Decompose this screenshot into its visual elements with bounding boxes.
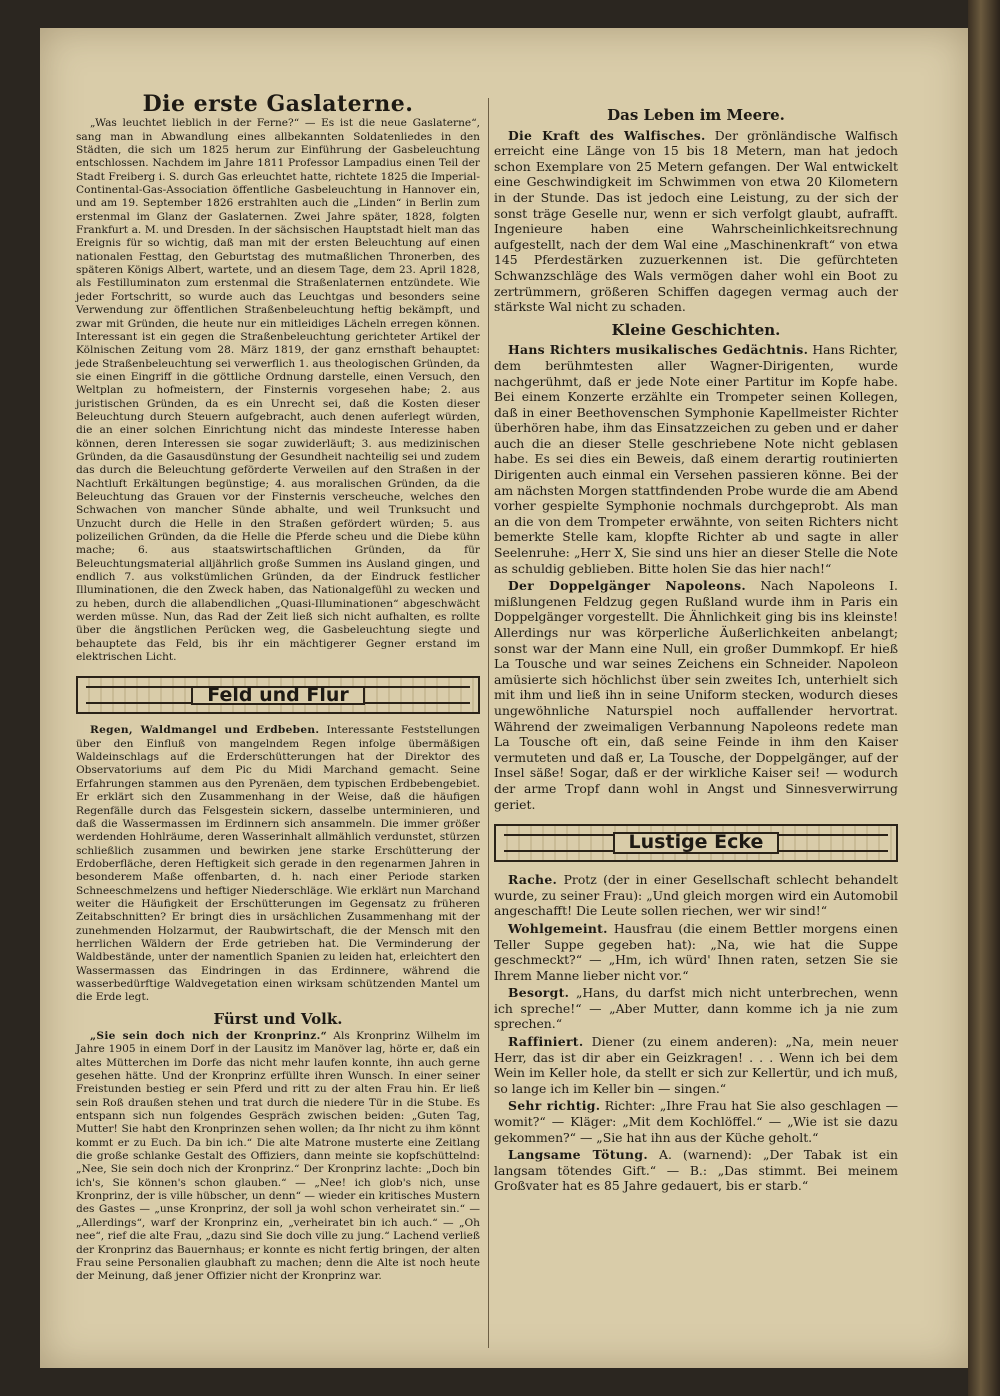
joke-lead: Rache. bbox=[508, 872, 558, 888]
banner-label: Feld und Flur bbox=[191, 686, 364, 705]
joke-item bbox=[494, 985, 898, 1032]
section-banner-lustige-ecke bbox=[494, 824, 898, 862]
joke-item bbox=[494, 872, 898, 919]
joke-item bbox=[494, 921, 898, 983]
joke-lead: Besorgt. bbox=[508, 985, 570, 1001]
right-column bbox=[494, 100, 898, 1196]
joke-body: „Hans, du darfst mich nicht unterbrechen, wenn ich spreche!“ — „Aber Mutter, dann komme ich ja nie zum sprechen.“ bbox=[494, 985, 898, 1032]
story-richter bbox=[494, 342, 898, 576]
article-body-gaslaterne: „Was leuchtet lieblich in der Ferne?“ — Es ist die neue Gaslaterne“, sang man in Abwandlung eines allbekannten Soldatenliedes in den Städten, die sich um 1825 herum zur Einführung der Gasbeleuchtung entschlossen. Nachdem im Jahre 1811 Professor Lampadius einen Teil der Stadt Freiberg i. S. durch Gas erleuchtet hatte, richtete 1825 die Imperial-Continental-Gas-Association öffentliche Gasbeleuchtung in Hannover ein, und am 19. September 1826 erstrahlten auch die „Linden“ in Berlin zum erstenmal im Glanz der Gaslaternen. Zwei Jahre später, 1828, folgten Frankfurt a. M. und Dresden. In der sächsischen Hauptstadt hielt man das Ereignis für so wichtig, daß man mit der ersten Beleuchtung auf einen nationalen Festtag, den Geburtstag des mutmaßlichen Thronerben, des späteren Königs Albert, wartete, und an diesem Tage, dem 23. April 1828, als Festilluminaton zum erstenmal die Straßenlaternen entzündete. Wie jeder Fortschritt, so wurde auch das Leuchtgas und besonders seine Verwendung zur öffentlichen Straßenbeleuchtung heftig bekämpft, und zwar mit Gründen, die heute nur ein mitleidiges Lächeln erregen können. Interessant ist ein gegen die Straßenbeleuchtung gerichteter Artikel der Kölnischen Zeitung vom 28. März 1819, der ganz ernsthaft behauptet: jede Straßenbeleuchtung sei verwerflich 1. aus theologischen Gründen, da sie einen Eingriff in die göttliche Ordnung darstelle, einen Versuch, den Weltplan zu hofmeistern, der Finsternis vorgesehen habe; 2. aus juristischen Gründen, da es ein Unrecht sei, daß die Kosten dieser Beleuchtung durch Steuern aufgebracht, auch denen auferlegt würden, die an einer solchen Einrichtung nicht das mindeste Interesse haben können, deren Interessen sie sogar zuwiderläuft; 3. aus medizinischen Gründen, da die Gasausdünstung der Gesundheit nachteilig sei und zudem das durch die Beleuchtung geförderte Verweilen auf den Straßen in der Nachtluft Erkältungen begünstige; 4. aus moralischen Gründen, da die Beleuchtung das Grauen vor der Finsternis verscheuche, welches den Schwachen von mancher Sünde abhalte, und weil Trunksucht und Unzucht durch die Helle in den Straßen gefördert würden; 5. aus polizeilichen Gründen, da die Helle die Pferde scheu und die Diebe kühn mache; 6. aus staatswirtschaftlichen Gründen, da für Beleuchtungsmaterial alljährlich große Summen ins Ausland gingen, und endlich 7. aus volkstümlichen Gründen, da der Eindruck festlicher Illuminationen, die den Zweck haben, das Nationalgefühl zu wecken und zu heben, durch die allabendlichen „Quasi-Illuminationen“ abgeschwächt werden müsse. Nun, das Rad der Zeit ließ sich nicht aufhalten, es rollte über die ängstlichen Perücken weg, die Gasbeleuchtung siegte und behauptete das Feld, bis ihr ein mächtigerer Gegner erstand im elektrischen Licht. bbox=[76, 117, 480, 664]
banner-ornament-icon bbox=[86, 686, 196, 704]
banner-ornament-icon bbox=[360, 686, 470, 704]
joke-body: Hausfrau (die einem Bettler morgens einen Teller Suppe gegeben hat): „Na, wie hat die Suppe geschmeckt?“ — „Hm, ich würd' Ihnen raten, setzen Sie sie Ihrem Manne lieber nicht vor.“ bbox=[494, 920, 898, 983]
story-body: Nach Napoleons I. mißlungenen Feldzug gegen Rußland wurde ihm in Paris ein Doppelgänger vorgestellt. Die Ähnlichkeit ging bis ins kleinste! Allerdings nur was körperliche Äußerlichkeiten anbelangt; sonst war der Mann eine Null, ein großer Dummkopf. Er hieß La Tousche und war seines Zeichens ein Schneider. Napoleon amüsierte sich höchlichst über sein zweites Ich, unterhielt sich mit ihm und ließ ihn in seine Uniform stecken, wodurch dieses ungewöhnliche Naturspiel noch auffallender hervortrat. Während der zweimaligen Verbannung Napoleons redete man La Tousche oft ein, daß seine Feinde in ihm den Kaiser vermuteten und daß er, La Tousche, der Doppelgänger, auf der Insel säße! Sogar, daß er der wirkliche Kaiser sei! — wodurch der arme Tropf dann wohl in Angst und Sinnesverwirrung geriet. bbox=[494, 578, 898, 812]
joke-body: Richter: „Ihre Frau hat Sie also geschlagen — womit?“ — Kläger: „Mit dem Kochlöffel.“ — „Wie ist sie dazu gekommen?“ — „Sie hat ihn aus der Küche geholt.“ bbox=[494, 1098, 898, 1145]
article-kronprinz bbox=[76, 1030, 480, 1284]
left-column bbox=[76, 91, 480, 1286]
article-body: Als Kronprinz Wilhelm im Jahre 1905 in einem Dorf in der Lausitz im Manöver lag, hörte er, daß ein altes Mütterchen im Dorfe das nicht mehr laufen konnte, ihn auch gerne gesehen hätte. Und der Kronprinz erfüllte ihren Wunsch. In einer seiner Freistunden bestieg er sein Pferd und ritt zu der alten Frau hin. Er ließ sein Roß draußen stehen und trat durch die niedere Tür in die Stube. Es entspann sich nun folgendes Gespräch zwischen beiden: „Guten Tag, Mutter! Sie habt den Kronprinzen sehen wollen; da Ihr nicht zu ihm könnt kommt er zu Euch. Da bin ich.“ Die alte Matrone musterte eine Zeitlang die große schlanke Gestalt des Offiziers, dann meinte sie kopfschüttelnd: „Nee, Sie sein doch nich der Kronprinz.“ Der Kronprinz lachte: „Doch bin ich's, Sie können's schon glauben.“ — „Nee! ich glob's nich, unse Kronprinz, der is ville hübscher, un denn“ — wieder ein kritisches Mustern des Gastes — „unse Kronprinz, der soll ja wohl schon verheiratet sin.“ — „Allerdings“, warf der Kronprinz ein, „verheiratet bin ich auch.“ — „Oh nee“, rief die alte Frau, „dazu sind Sie doch ville zu jung.“ Lachend verließ der Kronprinz das Bauernhaus; er konnte es nicht fertig bringen, der alten Frau seine Personalien glaubhaft zu machen; denn die Alte ist noch heute der Meinung, daß jener Offizier nicht der Kronprinz war. bbox=[76, 1030, 480, 1283]
joke-body: Protz (der in einer Gesellschaft schlecht behandelt wurde, zu seiner Frau): „Und gleich morgen wird ein Automobil angeschafft! Die Leute sollen riechen, wer wir sind!“ bbox=[494, 872, 898, 919]
column-divider bbox=[488, 98, 489, 1348]
story-lead: Der Doppelgänger Napoleons. bbox=[508, 578, 746, 594]
article-body: Der grönländische Walfisch erreicht eine Länge von 15 bis 18 Metern, man hat jedoch schon Exemplare von 25 Metern gefangen. Der Wal entwickelt eine Geschwindigkeit im Schwimmen von etwa 20 Kilometern in der Stunde. Das ist jedoch eine Leistung, zu der sich der sonst träge Geselle nur, wenn er sich verfolgt glaubt, aufrafft. Ingenieure haben eine Wahrscheinlichkeitsrechnung aufgestellt, nach der dem Wal eine „Maschinenkraft“ von etwa 145 Pferdestärken zuzuerkennen ist. Die gefürchteten Schwanzschläge des Wals vermögen daher wohl ein Boot zu zertrümmern, größeren Schiffen dagegen vermag auch der stärkste Wal nicht zu schaden. bbox=[494, 127, 898, 315]
joke-item bbox=[494, 1034, 898, 1096]
story-napoleon bbox=[494, 578, 898, 812]
joke-lead: Sehr richtig. bbox=[508, 1098, 601, 1114]
banner-ornament-icon bbox=[778, 834, 888, 852]
article-lead: „Sie sein doch nich der Kronprinz.“ bbox=[90, 1030, 327, 1042]
section-banner-feld-und-flur bbox=[76, 676, 480, 714]
article-regen bbox=[76, 724, 480, 1004]
banner-label: Lustige Ecke bbox=[613, 832, 780, 854]
joke-lead: Langsame Tötung. bbox=[508, 1147, 648, 1163]
article-title-kleine-geschichten: Kleine Geschichten. bbox=[611, 320, 781, 339]
book-spine bbox=[968, 0, 1000, 1396]
joke-lead: Raffiniert. bbox=[508, 1034, 584, 1050]
newspaper-page bbox=[40, 28, 968, 1368]
article-body: Interessante Feststellungen über den Einfluß von mangelndem Regen infolge übermäßigen Waldeinschlags auf die Erderschütterungen hat der Direktor des Observatoriums auf dem Pic du Midi Marchand gemacht. Seine Erfahrungen stammen aus den Pyrenäen, dem typischen Erdbebengebiet. Er erklärt sich den Zusammenhang in der Weise, daß die häufigen Regenfälle durch das Felsgestein sickern, dasselbe unterminieren, und daß die Wassermassen im Erdinnern sich ansammeln. Die immer größer werdenden Hohlräume, deren Wasserinhalt allmählich verdunstet, stürzen schließlich zusammen und bewirken jene starke Erschütterung der Erdoberfläche, deren Heftigkeit sich gerade in den regenarmen Jahren in besonderem Maße offenbarten, d. h. nach einer Periode starken Schneeschmelzens und heftiger Niederschläge. Wie erklärt nun Marchand weiter die Häufigkeit der Erschütterungen im Gegensatz zu früheren Zeitabschnitten? Er bringt dies in ursächlichen Zusammenhang mit der zunehmenden Holzarmut, der Raubwirtschaft, die der Mensch mit den herrlichen Wäldern der Erde getrieben hat. Die Verminderung der Waldbestände, unter der namentlich Spanien zu leiden hat, erleichtert den Wassermassen das Eindringen in das Erdinnere, während die wasserbedürftige Waldvegetation einen wirksam schützenden Mantel um die Erde legt. bbox=[76, 724, 480, 1004]
banner-ornament-icon bbox=[504, 834, 614, 852]
joke-lead: Wohlgemeint. bbox=[508, 920, 608, 936]
article-title-leben-im-meere: Das Leben im Meere. bbox=[607, 106, 785, 124]
article-lead: Regen, Waldmangel und Erdbeben. bbox=[90, 724, 320, 737]
article-title-gaslaterne: Die erste Gaslaterne. bbox=[142, 91, 414, 117]
joke-body: A. (warnend): „Der Tabak ist ein langsam tötendes Gift.“ — B.: „Das stimmt. Bei meinem Großvater hat es 85 Jahre gedauert, bis er starb.“ bbox=[494, 1147, 898, 1194]
story-lead: Hans Richters musikalisches Gedächtnis. bbox=[508, 342, 809, 358]
article-lead: Die Kraft des Walfisches. bbox=[508, 127, 706, 143]
joke-item bbox=[494, 1147, 898, 1194]
joke-body: Diener (zu einem anderen): „Na, mein neuer Herr, das ist dir aber ein Geizkragen! . . . Wenn ich bei dem Wein im Keller hole, da stellt er sich zur Kellertür, und ich muß, so lange ich im Keller bin — singen.“ bbox=[494, 1034, 898, 1096]
story-body: Hans Richter, dem berühmtesten aller Wagner-Dirigenten, wurde nachgerühmt, daß er jede Note einer Partitur im Kopfe habe. Bei einem Konzerte erzählte ein Trompeter seinen Kollegen, daß in einer Beethovenschen Symphonie Kapellmeister Richter überhören habe, ihm das Einsatzzeichen zu geben und er daher auch die an dieser Stelle geschriebene Note nicht geblasen habe. Es sei dies ein Beweis, daß einem derartig routinierten Dirigenten auch einmal ein Versehen passieren könne. Bei der am nächsten Morgen stattfindenden Probe wurde die am Abend vorher gespielte Symphonie nochmals durchgeprobt. Als man an die von dem Trompeter erwähnte, von seiten Richters nicht bemerkte Stelle kam, klopfte Richter ab und sagte in aller Seelenruhe: „Herr X, Sie sind uns hier an dieser Stelle die Note as schuldig geblieben. Bitte holen Sie das hier nach!“ bbox=[494, 342, 898, 576]
joke-item bbox=[494, 1098, 898, 1145]
article-title-fuerst-und-volk: Fürst und Volk. bbox=[213, 1009, 343, 1028]
article-walfisch bbox=[494, 128, 898, 315]
